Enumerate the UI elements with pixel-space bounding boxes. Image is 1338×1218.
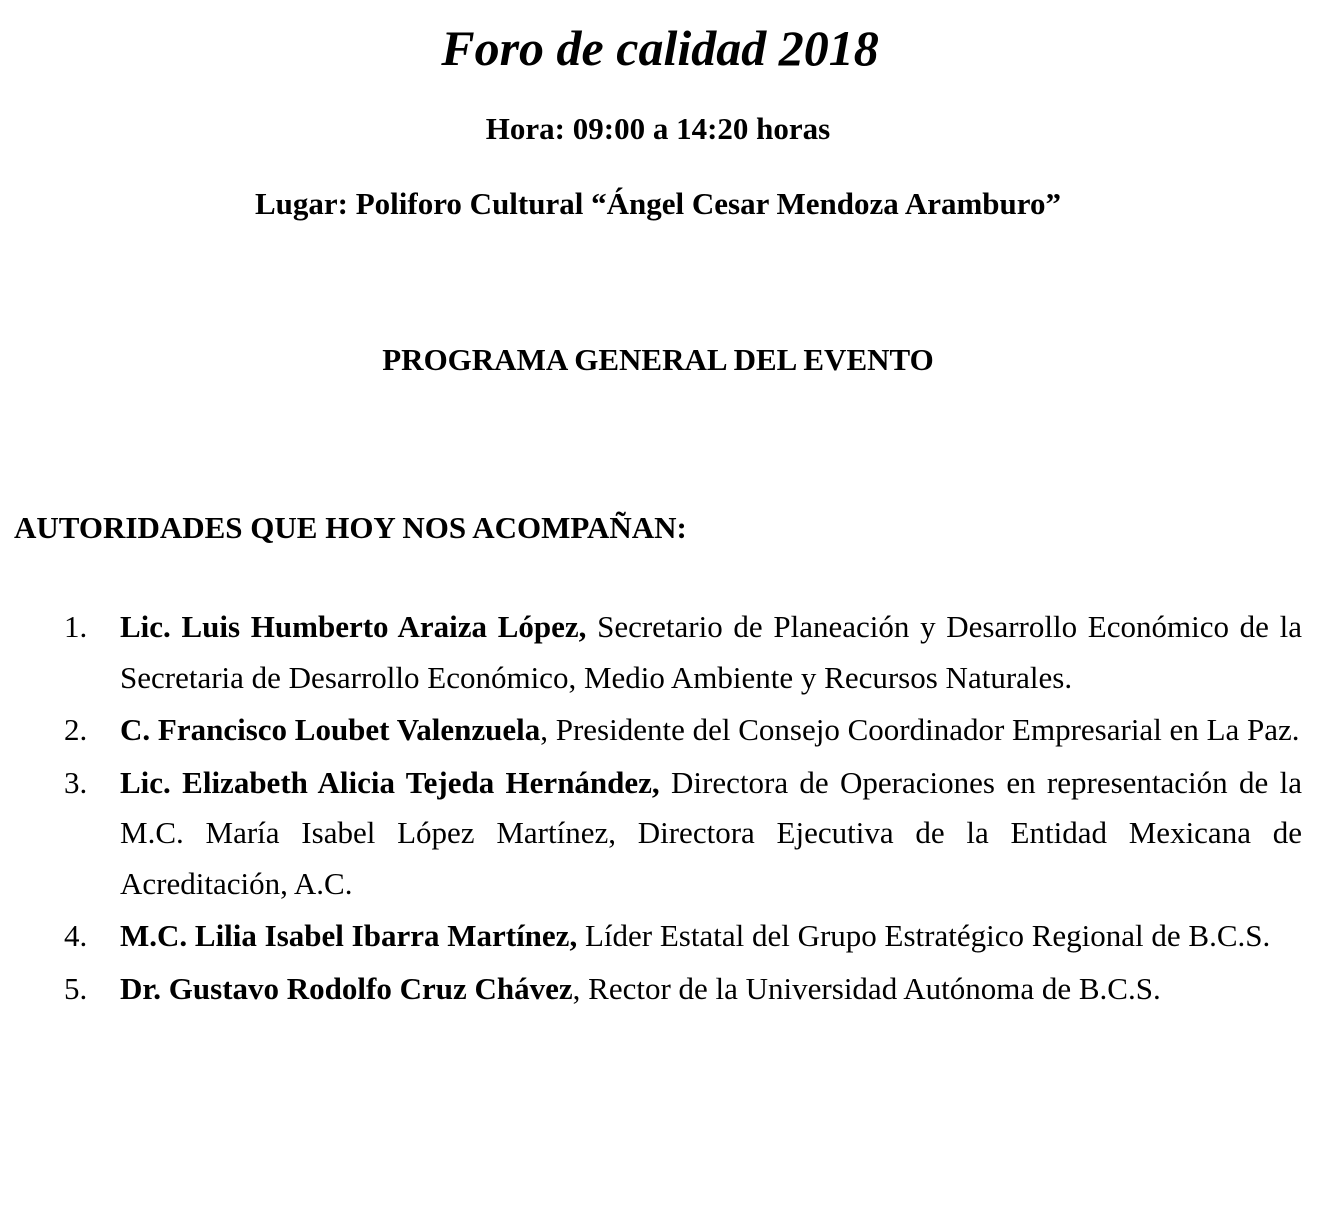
- document-title: Foro de calidad 2018: [441, 20, 879, 76]
- authority-number: 4.: [64, 918, 88, 953]
- authority-item: [0, 758, 1302, 910]
- authority-name: Lic. Luis Humberto Araiza López,: [120, 609, 587, 644]
- authority-number: 2.: [64, 712, 88, 747]
- authority-role: , Rector de la Universidad Autónoma de B.C.S.: [572, 970, 1161, 1006]
- authorities-heading: AUTORIDADES QUE HOY NOS ACOMPAÑAN:: [14, 510, 687, 545]
- event-time: Hora: 09:00 a 14:20 horas: [485, 111, 831, 146]
- authority-name: M.C. Lilia Isabel Ibarra Martínez,: [120, 918, 578, 953]
- authority-name: C. Francisco Loubet Valenzuela: [120, 712, 541, 747]
- authorities-list: [0, 602, 1338, 1016]
- authority-role: Líder Estatal del Grupo Estratégico Regional de B.C.S.: [577, 918, 1271, 953]
- authority-number: 5.: [64, 970, 88, 1006]
- authority-item: [0, 964, 1302, 1015]
- authority-item: [0, 602, 1302, 703]
- authority-item: [0, 911, 1302, 962]
- authority-name: Lic. Elizabeth Alicia Tejeda Hernández,: [120, 764, 660, 800]
- authority-number: 1.: [64, 609, 88, 644]
- event-location: Lugar: Poliforo Cultural “Ángel Cesar Mendoza Aramburo”: [255, 186, 1061, 221]
- authority-role: Directora de Operaciones en representación de la M.C. María Isabel López Martínez, Directora Ejecutiva de la Entidad Mexicana de Acreditación, A.C.: [120, 764, 1302, 901]
- program-heading: PROGRAMA GENERAL DEL EVENTO: [382, 342, 934, 377]
- authority-name: Dr. Gustavo Rodolfo Cruz Chávez: [120, 970, 573, 1006]
- authority-role: Secretario de Planeación y Desarrollo Económico de la Secretaria de Desarrollo Económico, Medio Ambiente y Recursos Naturales.: [120, 609, 1302, 695]
- authority-role: , Presidente del Consejo Coordinador Empresarial en La Paz.: [540, 712, 1300, 747]
- authority-item: [0, 705, 1302, 756]
- authority-number: 3.: [64, 764, 88, 800]
